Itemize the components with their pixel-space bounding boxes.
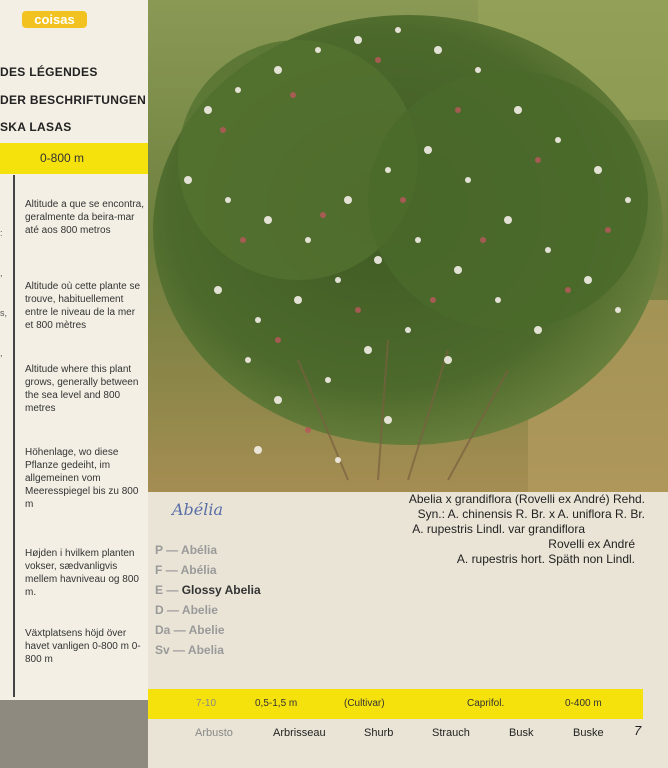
type-label-swedish: Buske [573, 727, 604, 739]
footer-family: Caprifol. [467, 698, 505, 709]
synonym-line-2: A. rupestris Lindl. var grandiflora [412, 522, 585, 536]
type-label-french: Arbrisseau [273, 727, 326, 739]
abelia-shrub-illustration [148, 0, 668, 492]
common-name-portuguese: P — Abélia [155, 543, 218, 557]
scientific-name-block [300, 492, 645, 567]
legend-bracket-line [13, 175, 15, 697]
footer-type-labels [148, 725, 648, 745]
footer-height: 0,5-1,5 m [255, 698, 298, 709]
common-name-german: D — Abelie [155, 603, 218, 617]
legend-title-german: DER BESCHRIFTUNGEN [0, 93, 147, 107]
type-label-german: Strauch [432, 727, 470, 739]
type-label-danish: Busk [509, 727, 534, 739]
altitude-text-danish: Højden i hvilkem planten vokser, sædvanligvis mellem havniveau og 800 m. [25, 548, 139, 598]
altitude-band [0, 143, 148, 174]
common-name-danish: Da — Abelie [155, 623, 225, 637]
abelia-photo [148, 0, 668, 492]
left-page-edge [0, 700, 148, 768]
synonym-line-4: A. rupestris hort. Späth non Lindl. [456, 552, 635, 566]
type-label-english: Shurb [364, 727, 394, 739]
scientific-name: Abelia x grandiflora (Rovelli ex André) Rehd. [408, 492, 645, 506]
altitude-text-german: Höhenlage, wo diese Pflanze gedeiht, im allgemeinen vom Meeresspiegel bis zu 800 m [25, 447, 139, 510]
altitude-text-portuguese: Altitude a que se encontra, geralmente da beira-mar até aos 800 metros [25, 199, 144, 236]
margin-marks: : , s, , [0, 228, 8, 358]
synonym-line-1: Syn.: A. chinensis R. Br. x A. uniflora R. Br. [417, 507, 645, 521]
footer-origin: (Cultivar) [344, 698, 385, 709]
left-page [0, 0, 148, 768]
footer-info-band [148, 689, 643, 719]
common-name-french: F — Abélia [155, 563, 217, 577]
footer-flowering-months: 7-10 [196, 698, 217, 709]
synonym-line-3: Rovelli ex André [548, 537, 635, 551]
brand-badge: coisas [22, 11, 87, 28]
altitude-text-swedish: Växtplatsens höjd över havet vanligen 0-800 m 0-800 m [25, 628, 141, 665]
altitude-text-english: Altitude where this plant grows, generally between the sea level and 800 metres [25, 364, 139, 414]
legend-title-swedish: SKA LASAS [0, 120, 72, 134]
legend-title-french: DES LÉGENDES [0, 65, 98, 79]
common-name-swedish: Sv — Abelia [155, 643, 224, 657]
altitude-text-french: Altitude où cette plante se trouve, habituellement entre le niveau de la mer et 800 mètres [25, 281, 141, 331]
common-names-list [155, 540, 261, 660]
common-name-english: E — Glossy Abelia [155, 583, 261, 597]
page-number: 7 [634, 723, 642, 738]
altitude-value: 0-800 m [40, 151, 85, 165]
footer-altitude: 0-400 m [565, 698, 602, 709]
handwritten-signature: Abélia [172, 500, 224, 519]
type-label-portuguese: Arbusto [195, 727, 233, 739]
